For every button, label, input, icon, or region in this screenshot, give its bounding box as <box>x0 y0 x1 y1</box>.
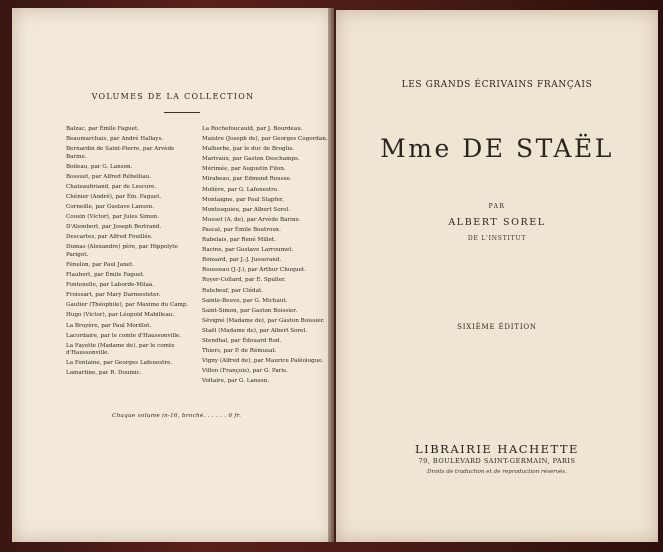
volume-list-column-2 <box>202 126 332 388</box>
right-page <box>336 10 658 542</box>
volume-entry: Lamartine, par R. Doumic. <box>66 370 142 377</box>
volume-entry: Chénier (André), par Ém. Faguet. <box>66 193 162 200</box>
volume-entry: Montesquieu, par Albert Sorel. <box>202 206 291 213</box>
volume-entry: Ronsard, par J.-J. Jusserand. <box>202 257 282 264</box>
volume-entry: Villon (François), par G. Paris. <box>202 368 288 375</box>
volume-entry: Rabelais, par René Millet. <box>202 237 276 244</box>
volume-list-column-1 <box>66 126 196 380</box>
volume-entry: La Rochefoucauld, par J. Bourdeau. <box>202 126 303 132</box>
volume-entry: Hugo (Victor), par Léopold Mabilleau. <box>66 312 175 319</box>
volume-entry: Balzac, par Émile Faguet. <box>66 126 139 132</box>
volume-entry: Stendhal, par Édouard Rod. <box>202 337 282 344</box>
volume-entry: Staël (Madame de), par Albert Sorel. <box>202 327 308 334</box>
volume-entry: Thiers, par P. de Rémusat. <box>202 348 277 355</box>
edition-label: SIXIÈME ÉDITION <box>457 323 537 331</box>
volume-entry: Dumas (Alexandre) père, par Hippolyte Parigot. <box>66 244 178 258</box>
volume-entry: Corneille, par Gustave Lanson. <box>66 204 154 211</box>
volume-entry: Flaubert, par Émile Faguet. <box>66 272 145 279</box>
volume-entry: D'Alembert, par Joseph Bertrand. <box>66 224 162 231</box>
volume-entry: Maistre (Joseph de), par Georges Cogordan. <box>202 136 328 143</box>
volume-entry: Sévigné (Madame de), par Gaston Boissier. <box>202 317 325 324</box>
volume-entry: Racine, par Gustave Larroumet. <box>202 247 294 254</box>
author-name: ALBERT SOREL <box>448 217 546 228</box>
collection-list-title: VOLUMES DE LA COLLECTION <box>91 92 255 101</box>
volume-entry: Pascal, par Émile Boutroux. <box>202 226 281 233</box>
title-rule <box>164 112 200 113</box>
volume-entry: Sainte-Beuve, par G. Michaut. <box>202 297 288 304</box>
volume-entry: Lacordaire, par le comte d'Haussonville. <box>66 332 182 339</box>
volume-entry: Froissart, par Mary Darmesteter. <box>66 292 161 299</box>
volume-entry: Vigny (Alfred de), par Maurice Paléologue. <box>202 358 324 365</box>
volume-entry: Molière, par G. Lafenestre. <box>202 186 279 193</box>
volume-entry: Saint-Simon, par Gaston Boissier. <box>202 307 298 314</box>
volume-entry: Fénelon, par Paul Janet. <box>66 261 135 268</box>
volume-entry: Gautier (Théophile), par Maxime du Camp. <box>66 302 189 309</box>
volume-entry: Royer-Collard, par E. Spuller. <box>202 277 286 284</box>
volume-entry: Fontenelle, par Laborde-Milaà. <box>66 282 155 289</box>
volume-entry: Descartes, par Alfred Fouillée. <box>66 234 153 241</box>
publisher-address: 79, BOULEVARD SAINT-GERMAIN, PARIS <box>418 457 576 465</box>
volume-entry: Malherbe, par le duc de Broglie. <box>202 146 295 153</box>
volume-entry: Mirabeau, par Edmond Rousse. <box>202 176 292 183</box>
volume-entry: La Fontaine, par Georges Lafenestre. <box>66 360 173 367</box>
volume-entry: Bernardin de Saint-Pierre, par Arvède Barine. <box>66 146 175 160</box>
volume-entry: Boileau, par G. Lanson. <box>66 163 133 170</box>
publisher-name: LIBRAIRIE HACHETTE <box>415 442 579 456</box>
volume-entry: Cousin (Victor), par Jules Simon. <box>66 214 159 221</box>
volume-entry: Marivaux, par Gaston Deschamps. <box>202 156 300 163</box>
volume-entry: Voltaire, par G. Lanson. <box>202 378 270 385</box>
volume-entry: Beaumarchais, par André Hallays. <box>66 136 164 143</box>
volume-entry: Rousseau (J.-J.), par Arthur Chuquet. <box>202 267 306 274</box>
volume-entry: Mérimée, par Augustin Filon. <box>202 166 286 173</box>
author-affiliation: DE L'INSTITUT <box>467 235 527 242</box>
volume-entry: Chateaubriand, par de Lescure. <box>66 183 157 190</box>
price-note: Chaque volume in-16, broché. . . . . . 6 fr. <box>112 413 242 419</box>
left-page <box>12 8 334 542</box>
par-label: PAR <box>488 203 506 210</box>
volume-entry: La Fayette (Madame de), par le comte d'Haussonville. <box>66 342 175 357</box>
volume-entry: Bossuet, par Alfred Rébelliau. <box>66 173 152 180</box>
volume-entry: Rutebeuf, par Clédat. <box>202 287 263 294</box>
series-title: LES GRANDS ÉCRIVAINS FRANÇAIS <box>401 80 593 90</box>
rights-notice: Droits de traduction et de reproduction réservés. <box>427 469 567 475</box>
volume-entry: Montaigne, par Paul Stapfer. <box>202 196 284 203</box>
volume-entry: La Bruyère, par Paul Morillot. <box>66 322 152 329</box>
volume-entry: Musset (A. de), par Arvède Barine. <box>202 216 301 223</box>
book-title: Mme DE STAËL <box>380 134 614 163</box>
